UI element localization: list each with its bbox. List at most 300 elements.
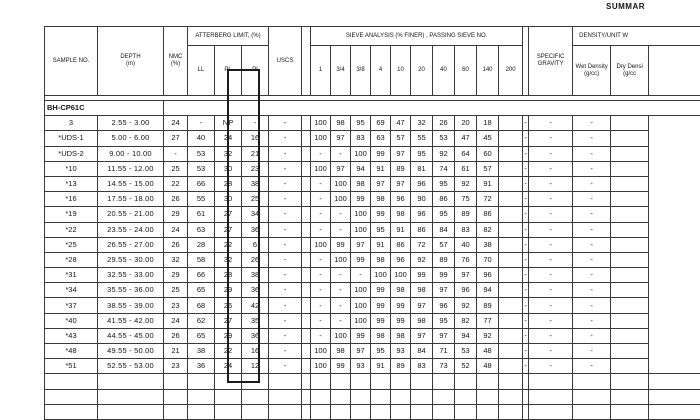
cell-pl: 27 [215,313,242,328]
cell-sieve-60: 20 [455,116,477,131]
cell-nmc: 26 [164,192,188,207]
cell-pl: 30 [215,192,242,207]
nmc-unit: (%) [164,61,187,68]
cell-sieve-20: 97 [411,328,433,343]
cell-wet-density: - [573,222,611,237]
cell-sieve-40: 71 [433,344,455,359]
cell-sieve-40: 95 [433,207,455,222]
cell-sieve-4: 63 [371,131,391,146]
cell-wet-density: - [573,298,611,313]
cell-sample-no: *48 [45,344,98,359]
empty-cell [351,374,371,389]
cell-sieve-200: - [523,161,529,176]
depth-label: DEPTH [98,54,163,61]
cell-ll: 66 [188,268,215,283]
cell-sieve-1: - [311,222,331,237]
cell-wet-density: - [573,313,611,328]
cell-depth: 2.55 - 3.00 [98,116,164,131]
table-row [45,328,700,343]
cell-ll: 68 [188,298,215,313]
table-row [45,176,700,191]
table-row [45,131,700,146]
cell-sieve-1: - [311,283,331,298]
cell-uscs: - [269,237,302,252]
table-row [45,192,700,207]
cell-depth: 41.55 - 42.00 [98,313,164,328]
cell-ll: 28 [188,237,215,252]
cell-pi: 25 [242,192,269,207]
empty-cell [573,389,611,404]
empty-cell [269,374,302,389]
cell-sieve-3-8: 100 [351,222,371,237]
cell-sieve-1: - [311,192,331,207]
sieve-no-200: 200 [499,46,523,96]
cell-sieve-1: - [311,298,331,313]
cell-uscs: - [269,207,302,222]
cell-sieve-40: 96 [433,298,455,313]
cell-sieve-200: - [523,268,529,283]
cell-sieve-1: - [311,207,331,222]
cell-sieve-40: 99 [433,268,455,283]
cell-depth: 5.00 - 6.00 [98,131,164,146]
cell-wet-density: - [573,359,611,374]
cell-uscs: - [269,252,302,267]
cell-sample-no: *51 [45,359,98,374]
cell-specific-gravity: - [529,359,573,374]
cell-sieve-3-4: 100 [331,252,351,267]
cell-wet-density: - [573,146,611,161]
cell-sieve-140: 45 [477,131,499,146]
empty-cell [311,389,331,404]
col-header-pi: PI [242,46,269,96]
cell-specific-gravity: - [529,146,573,161]
cell-nmc: 26 [164,328,188,343]
cell-nmc: 25 [164,283,188,298]
cell-wet-density: - [573,207,611,222]
cell-specific-gravity: - [529,161,573,176]
cell-sieve-60: 47 [455,131,477,146]
cell-sieve-140: 57 [477,161,499,176]
cell-sieve-200: - [523,328,529,343]
cell-pi: 36 [242,283,269,298]
cell-sieve-40: 57 [433,237,455,252]
cell-sieve-200: - [523,207,529,222]
cell-sieve-4: 69 [371,116,391,131]
col-header-ll: LL [188,46,215,96]
empty-cell [331,374,351,389]
sieve-no-1: 1 [311,46,331,96]
cell-sieve-60: 61 [455,161,477,176]
cell-density-extra [611,116,649,131]
cell-nmc: - [164,146,188,161]
cell-sieve-3-4: 99 [331,237,351,252]
cell-sieve-4: 99 [371,146,391,161]
cell-sieve-40: 26 [433,116,455,131]
table-row [45,344,700,359]
empty-cell [611,374,649,389]
cell-ll: 38 [188,344,215,359]
gap-cell [499,268,523,283]
cell-sieve-4: 95 [371,344,391,359]
cell-sieve-3-8: 83 [351,131,371,146]
cell-wet-density: - [573,237,611,252]
table-row [45,116,700,131]
cell-density-extra [611,176,649,191]
cell-sieve-140: 96 [477,268,499,283]
cell-sieve-60: 96 [455,283,477,298]
cell-sieve-10: 86 [391,237,411,252]
cell-sample-no: *13 [45,176,98,191]
cell-sieve-3-8: 100 [351,298,371,313]
cell-ll: 65 [188,328,215,343]
table-row [45,146,700,161]
cell-sieve-200: - [523,192,529,207]
cell-nmc: 24 [164,313,188,328]
empty-row [45,374,700,389]
cell-nmc: 25 [164,161,188,176]
gap-cell [499,176,523,191]
cell-sieve-20: 72 [411,237,433,252]
cell-sample-no: *25 [45,237,98,252]
cell-sieve-3-8: 100 [351,283,371,298]
cell-sieve-1: - [311,328,331,343]
cell-sieve-20: 96 [411,176,433,191]
cell-sieve-140: 91 [477,176,499,191]
cell-sieve-10: 96 [391,192,411,207]
empty-cell [371,389,391,404]
cell-ll: 36 [188,359,215,374]
cell-specific-gravity: - [529,268,573,283]
cell-pi: 6 [242,237,269,252]
col-header-sample-no: SAMPLE NO. [45,27,98,96]
cell-specific-gravity: - [529,313,573,328]
gap-cell [302,359,311,374]
cell-sieve-20: 86 [411,222,433,237]
cell-sieve-3-4: 98 [331,344,351,359]
cell-uscs: - [269,146,302,161]
cell-nmc: 23 [164,359,188,374]
cell-sieve-10: 97 [391,176,411,191]
cell-sieve-140: 60 [477,146,499,161]
cell-uscs: - [269,344,302,359]
cell-sieve-140: 77 [477,313,499,328]
cell-wet-density: - [573,116,611,131]
cell-specific-gravity: - [529,298,573,313]
cell-ll: - [188,116,215,131]
cell-sieve-200: - [523,344,529,359]
empty-cell [477,374,499,389]
cell-density-extra [611,344,649,359]
cell-sieve-3-8: 100 [351,313,371,328]
table-row [45,237,700,252]
cell-sieve-200: - [523,237,529,252]
cell-specific-gravity: - [529,116,573,131]
col-header-sieve: SIEVE ANALYSIS (% FINER) , PASSING SIEVE NO. [311,27,523,46]
cell-sieve-200: - [523,313,529,328]
cell-uscs: - [269,313,302,328]
cell-sieve-1: 100 [311,131,331,146]
cell-depth: 11.55 - 12.00 [98,161,164,176]
cell-uscs: - [269,222,302,237]
table-row [45,359,700,374]
cell-pl: 22 [215,344,242,359]
cell-sieve-3-4: 100 [331,328,351,343]
cell-sieve-3-4: 99 [331,359,351,374]
cell-density-extra [611,161,649,176]
cell-sieve-3-4: 97 [331,161,351,176]
sieve-no-4: 4 [371,46,391,96]
cell-sieve-40: 95 [433,313,455,328]
cell-sample-no: *22 [45,222,98,237]
cell-nmc: 22 [164,176,188,191]
cell-specific-gravity: - [529,222,573,237]
cell-sieve-60: 92 [455,298,477,313]
empty-cell [98,374,164,389]
cell-sieve-10: 98 [391,283,411,298]
cell-pl: 24 [215,359,242,374]
cell-wet-density: - [573,252,611,267]
cell-pl: 32 [215,252,242,267]
cell-density-extra [611,192,649,207]
gap-cell [499,344,523,359]
cell-density-extra [611,268,649,283]
cell-sieve-4: 98 [371,252,391,267]
cell-pi: 38 [242,176,269,191]
cell-sieve-20: 97 [411,298,433,313]
cell-sieve-40: 74 [433,161,455,176]
empty-cell [302,374,311,389]
empty-cell [164,374,188,389]
gap-cell [499,131,523,146]
cell-sieve-3-8: - [351,268,371,283]
gap-cell [302,207,311,222]
cell-sieve-3-4: - [331,283,351,298]
cell-sieve-60: 89 [455,207,477,222]
cell-ll: 53 [188,161,215,176]
cell-sieve-40: 73 [433,359,455,374]
empty-cell [391,374,411,389]
cell-wet-density: - [573,131,611,146]
empty-cell [302,389,311,404]
soil-test-table [44,26,700,420]
cell-sieve-10: 47 [391,116,411,131]
cell-sample-no: *UDS-1 [45,131,98,146]
empty-cell [649,389,700,404]
cell-sieve-1: - [311,146,331,161]
cell-sieve-3-4: - [331,207,351,222]
cell-sieve-140: 70 [477,252,499,267]
cell-sieve-140: 92 [477,328,499,343]
cell-sample-no: 3 [45,116,98,131]
cell-sieve-20: 55 [411,131,433,146]
empty-cell [391,389,411,404]
cell-depth: 26.55 - 27.00 [98,237,164,252]
cell-depth: 49.55 - 50.00 [98,344,164,359]
cell-sample-no: *43 [45,328,98,343]
gap-cell [302,252,311,267]
col-header-density: DENSITY/UNIT W [573,27,700,46]
cell-pl: 26 [215,298,242,313]
cell-wet-density: - [573,283,611,298]
cell-pi: 36 [242,328,269,343]
gap-cell [302,116,311,131]
cell-sieve-1: - [311,313,331,328]
empty-cell [215,374,242,389]
borehole-row [45,101,700,116]
col-header-wet-density: Wet Density (g/cc) [573,46,611,96]
cell-sieve-3-8: 93 [351,359,371,374]
cell-pi: 26 [242,252,269,267]
col-header-density-extra [649,46,700,96]
cell-sieve-40: 53 [433,131,455,146]
cell-sieve-60: 82 [455,313,477,328]
cell-density-extra [611,222,649,237]
cell-specific-gravity: - [529,344,573,359]
empty-cell [331,389,351,404]
cell-nmc: 24 [164,222,188,237]
table-row [45,268,700,283]
empty-cell [215,389,242,404]
cell-sieve-60: 52 [455,359,477,374]
cell-sieve-60: 53 [455,344,477,359]
empty-cell [611,389,649,404]
gap-cell [499,146,523,161]
cell-pl: NP [215,116,242,131]
cell-uscs: - [269,131,302,146]
empty-cell [499,374,523,389]
cell-sieve-3-8: 97 [351,237,371,252]
cell-sieve-200: - [523,252,529,267]
cell-sieve-20: 32 [411,116,433,131]
cell-ll: 65 [188,283,215,298]
cell-sieve-3-4: - [331,298,351,313]
cell-pl: 22 [215,237,242,252]
cell-sieve-200: - [523,222,529,237]
gap-col [302,27,311,96]
cell-pi: 16 [242,131,269,146]
sieve-no-60: 60 [455,46,477,96]
cell-sieve-20: 98 [411,313,433,328]
gap-cell [302,237,311,252]
gap-cell [302,328,311,343]
cell-sieve-3-8: 94 [351,161,371,176]
cell-density-extra [611,146,649,161]
cell-density-extra [611,237,649,252]
cell-sieve-20: 95 [411,146,433,161]
cell-sieve-140: 86 [477,207,499,222]
gap-cell [302,222,311,237]
cell-specific-gravity: - [529,192,573,207]
cell-wet-density: - [573,328,611,343]
cell-depth: 14.55 - 15.00 [98,176,164,191]
cell-sieve-40: 95 [433,176,455,191]
cell-sieve-3-8: 99 [351,328,371,343]
cell-density-extra [611,328,649,343]
cell-depth: 9.00 - 10.00 [98,146,164,161]
cell-ll: 53 [188,146,215,161]
cell-uscs: - [269,298,302,313]
cell-sieve-10: 98 [391,328,411,343]
cell-specific-gravity: - [529,328,573,343]
empty-cell [477,389,499,404]
cell-sieve-40: 92 [433,146,455,161]
nmc-label: NMC [164,54,187,61]
cell-sieve-4: 98 [371,192,391,207]
table-row [45,313,700,328]
cell-sieve-1: - [311,176,331,191]
gap-cell [302,298,311,313]
gap-cell [302,161,311,176]
empty-cell [529,374,573,389]
cell-nmc: 24 [164,116,188,131]
cell-sieve-10: 89 [391,161,411,176]
table-body [45,96,700,420]
cell-sieve-20: 84 [411,344,433,359]
cell-pi: 36 [242,222,269,237]
gap-cell [499,298,523,313]
cell-depth: 17.55 - 18.00 [98,192,164,207]
cell-sieve-10: 89 [391,359,411,374]
cell-sieve-1: 100 [311,359,331,374]
gap-cell [302,268,311,283]
cell-pi: - [242,116,269,131]
cell-sieve-10: 99 [391,298,411,313]
cell-sieve-60: 94 [455,328,477,343]
cell-sieve-10: 99 [391,313,411,328]
cell-ll: 61 [188,207,215,222]
cell-sieve-3-8: 95 [351,116,371,131]
cell-sieve-20: 81 [411,161,433,176]
cell-pi: 12 [242,359,269,374]
cell-pi: 16 [242,344,269,359]
cell-nmc: 26 [164,237,188,252]
cell-uscs: - [269,328,302,343]
cell-specific-gravity: - [529,176,573,191]
cell-sieve-60: 92 [455,176,477,191]
summary-sheet [44,26,700,420]
cell-sieve-60: 83 [455,222,477,237]
cell-pi: 23 [242,161,269,176]
empty-cell [433,374,455,389]
cell-sieve-10: 93 [391,344,411,359]
cell-pl: 29 [215,328,242,343]
cell-sieve-140: 72 [477,192,499,207]
cell-sieve-1: - [311,252,331,267]
cell-wet-density: - [573,344,611,359]
cell-sieve-200: - [523,359,529,374]
cell-sieve-20: 90 [411,192,433,207]
empty-row [45,389,700,404]
cell-pl: 24 [215,131,242,146]
cell-sieve-140: 18 [477,116,499,131]
cell-density-extra [611,252,649,267]
gap-cell [499,116,523,131]
cell-uscs: - [269,116,302,131]
cell-sieve-4: 91 [371,359,391,374]
sieve-no-140: 140 [477,46,499,96]
empty-cell [573,374,611,389]
cell-sieve-140: 89 [477,298,499,313]
cell-nmc: 29 [164,207,188,222]
cell-pi: 34 [242,207,269,222]
col-header-uscs: USCS [269,27,302,96]
cell-sieve-140: 48 [477,359,499,374]
gap-cell [302,313,311,328]
empty-cell [529,389,573,404]
cell-nmc: 29 [164,268,188,283]
cell-depth: 23.55 - 24.00 [98,222,164,237]
cell-sieve-10: 96 [391,252,411,267]
